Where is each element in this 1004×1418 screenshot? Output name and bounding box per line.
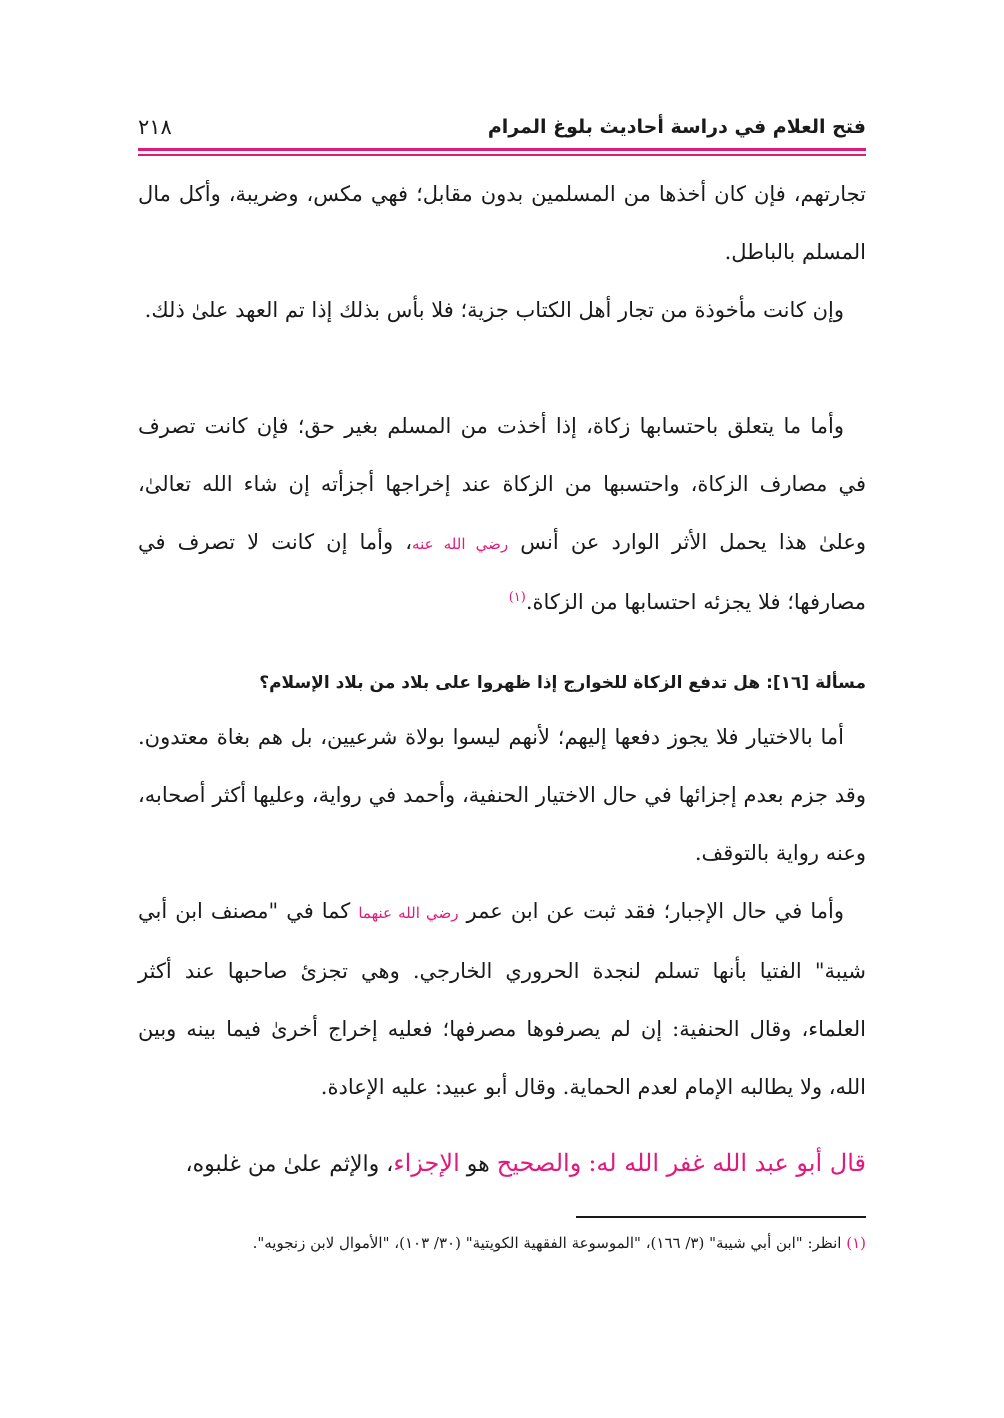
issue-question: هل تدفع الزكاة للخوارج إذا ظهروا على بلاد من بلاد الإسلام؟ — [259, 673, 761, 693]
footnote-text: انظر: "ابن أبي شيبة" (٣/ ١٦٦)، "الموسوعة الفقهية الكويتية" (٣٠/ ١٠٣)، "الأموال لابن زنجويه". — [252, 1234, 842, 1252]
running-header — [138, 112, 866, 142]
paragraph-5-text-a: وأما في حال الإجبار؛ فقد ثبت عن ابن عمر — [466, 899, 844, 923]
honorific-anas: رضي الله عنه — [412, 535, 509, 553]
paragraph-3 — [138, 397, 866, 631]
footnote-reference[interactable]: (١) — [508, 590, 526, 605]
footnote-number: (١) — [846, 1234, 866, 1252]
footnote — [138, 1228, 866, 1258]
page-number: ٢١٨ — [138, 115, 172, 139]
issue-number: مسألة [١٦]: — [766, 673, 866, 693]
paragraph-5 — [138, 882, 866, 1116]
paragraph-2: وإن كانت مأخوذة من تجار أهل الكتاب جزية؛ فلا بأس بذلك إذا تم العهد علىٰ ذلك. — [144, 298, 844, 322]
header-rule-thin — [138, 154, 866, 156]
paragraph-3-text-b: ، وأما إن كانت لا تصرف في مصارفها؛ فلا يجزئه احتسابها من الزكاة. — [138, 530, 866, 614]
conclusion-mid: هو — [466, 1152, 490, 1177]
author-conclusion — [138, 1134, 866, 1194]
paragraph-3-text-a: وأما ما يتعلق باحتسابها زكاة، إذا أخذت من المسلم بغير حق؛ فإن كانت تصرف في مصارف الزكاة، واحتسبها من الزكاة عند إخراجها أجزأته إن شاء الله تعالىٰ، وعلىٰ هذا يحمل الأثر الوارد عن أنس — [138, 414, 866, 554]
footnote-divider — [576, 1216, 866, 1218]
sahih-label: والصحيح — [496, 1149, 582, 1177]
paragraph-5-text-b: كما في — [286, 899, 351, 923]
paragraph-4: أما بالاختيار فلا يجوز دفعها إليهم؛ لأنهم ليسوا بولاة شرعيين، بل هم بغاة معتدون. وقد جزم بعدم إجزائها في حال الاختيار الحنفية، وأحمد في رواية، وعليها أكثر أصحابه، وعنه رواية بالتوقف. — [138, 725, 866, 865]
book-title: فتح العلام في دراسة أحاديث بلوغ المرام — [487, 116, 866, 138]
citation-quote: "مصنف ابن أبي شيبة" — [138, 899, 866, 983]
header-rule-thick — [138, 148, 866, 151]
paragraph-5-text-c: الفتيا بأنها تسلم لنجدة الحروري الخارجي. وهي تجزئ صاحبها عند أكثر العلماء، وقال الحنفية: إن لم يصرفوها مصرفها؛ فعليه إخراج أخرىٰ فيما بينه وبين الله، ولا يطالبه الإمام لعدم الحماية. وقال أبو عبيد: عليه الإعادة. — [138, 959, 866, 1099]
ijza-label: الإجزاء — [393, 1149, 460, 1177]
author-statement: قال أبو عبد الله غفر الله له: — [588, 1149, 866, 1177]
honorific-ibn-umar: رضي الله عنهما — [358, 904, 459, 922]
issue-heading — [138, 666, 866, 700]
paragraph-1: تجارتهم، فإن كان أخذها من المسلمين بدون مقابل؛ فهي مكس، وضريبة، وأكل مال المسلم بالباطل. — [138, 182, 866, 264]
conclusion-end: ، والإثم علىٰ من غلبوه، — [185, 1152, 394, 1177]
